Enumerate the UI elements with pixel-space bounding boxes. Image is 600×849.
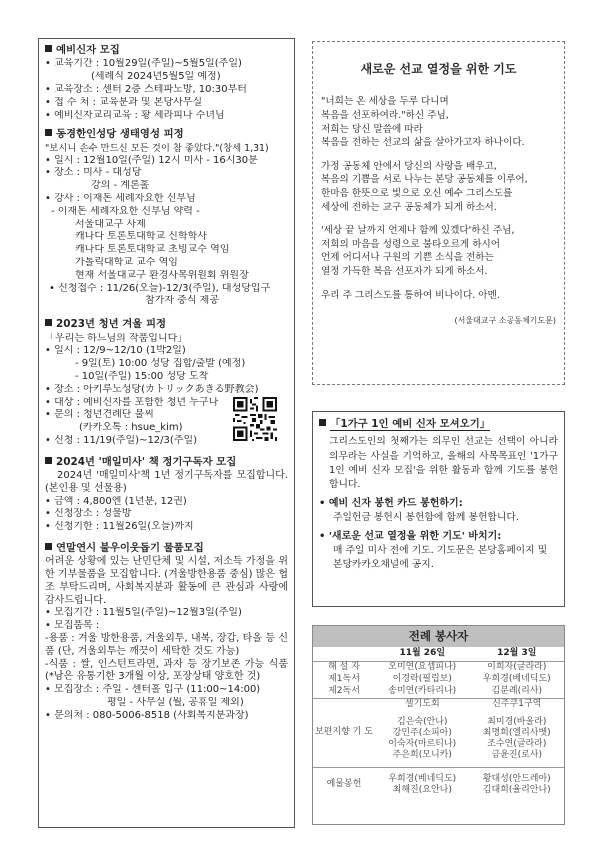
retreat-line: - 이재돈 세례자요한 신부님 약력 - (51, 205, 200, 217)
youth-title (45, 318, 288, 331)
name: 강민주(소피아) (392, 727, 452, 738)
name: 주은희(모니카) (392, 750, 452, 761)
missal-paragraph: 2024년 '매일미사'책 1년 정기구독자를 모집합니다. (본인용 및 선물용) (45, 470, 288, 494)
cell (375, 768, 470, 803)
retreat-title (45, 128, 288, 141)
prayer-line: 가정 공동체 안에서 당신의 사랑을 배우고, (321, 160, 497, 172)
missal-line: • 신청장소 : 성물방 (45, 508, 132, 520)
charity-section (45, 542, 288, 723)
row-label: 예물봉헌 (313, 768, 375, 803)
offering-label: 보편지향 기 도 (315, 727, 373, 738)
youth-section (45, 318, 288, 447)
charity-line: • 모집장소 : 주일 - 센터홀 입구 (11:00~14:00) (45, 684, 261, 696)
row-label: 제1독서 (328, 674, 360, 685)
catechumen-section (45, 44, 288, 122)
catechumen-title (45, 44, 288, 57)
family-bullet: • 예비 신자 봉헌 카드 봉헌하기: (319, 498, 463, 510)
retreat-line: • 일시 : 12월10일(주일) 12시 미사 - 16시30분 (45, 154, 258, 166)
prayer-line: 복음의 기쁨을 서로 나누는 본당 공동체를 이루어, (321, 174, 528, 186)
prayer-source: (서울대교구 소공동체기도문) (454, 316, 556, 326)
prayer-title: 새로운 선교 열정을 위한 기도 (360, 62, 517, 76)
family-paragraph: 그리스도인의 첫째가는 의무인 선교는 선택이 아니라 의무라는 사실을 기억하고, 올해의 사목목표인 '1가구 1인 예비 신자 모집'을 위한 활동과 함께 기도를 봉헌합니다. (329, 436, 558, 490)
square-bullet-icon (45, 543, 52, 550)
servers-table (313, 647, 564, 802)
missal-line: • 신청기한 : 11월26일(오늘)까지 (45, 521, 194, 533)
name: 황대성(안드레아) (482, 773, 551, 784)
name: 우희경(베네딕도) (388, 773, 457, 784)
name: 최명희(엘리사벳) (482, 727, 551, 738)
missal-line: • 금액 : 4,800엔 (1년분, 12권) (45, 495, 187, 507)
qr-code-icon[interactable] (233, 397, 277, 441)
servers-title: 전례 봉사자 (313, 626, 564, 647)
name: 이숙자(마르티나) (388, 739, 457, 749)
left-announcements (38, 38, 295, 828)
retreat-quote: "보시니 손수 만드신 모든 것이 참 좋았다."(창세 1,31) (45, 142, 269, 154)
family-box (312, 411, 565, 607)
youth-line: • 신청 : 11/19(주일)~12/3(주일) (45, 434, 198, 446)
cell: 송미연(카타리나) (388, 686, 457, 697)
youth-line: • 일시 : 12/9~12/10 (1박2일) (45, 345, 186, 357)
prayer-stanza (321, 224, 556, 278)
name: 김은숙(안나) (397, 716, 448, 727)
family-bullet: • '새로운 선교 열정을 위한 기도' 바치기: (319, 531, 502, 543)
square-bullet-icon (45, 129, 52, 136)
cell (470, 768, 565, 803)
charity-line: • 모집기간 : 11월5일(주일)~12월3일(주일) (45, 607, 242, 619)
square-bullet-icon (319, 419, 326, 426)
square-bullet-icon (45, 45, 52, 52)
name: 김대희(율리안나) (482, 785, 551, 795)
row-label: 제2독서 (328, 686, 360, 697)
square-bullet-icon (45, 319, 52, 326)
family-title-text: 「1가구 1인 예비 신자 모셔오기」 (330, 418, 491, 430)
table-row (313, 662, 564, 675)
charity-title-text: 연말연시 불우이웃돕기 물품모집 (56, 541, 204, 554)
catechumen-line: • 예비신자교리교육 : 황 세라피나 수녀님 (45, 109, 225, 121)
family-title (319, 418, 558, 431)
charity-title (45, 542, 288, 555)
cell (470, 711, 565, 768)
prayer-line: 복음을 전하는 선교의 삶을 살아가고자 하나이다. (321, 137, 525, 149)
retreat-title-text: 동경한인성당 생태영성 피정 (56, 128, 184, 141)
youth-quote: 「우리는 하느님의 작품입니다」 (45, 332, 188, 344)
name: 최미경(바울라) (487, 716, 547, 727)
prayer-line: 세상에 전하는 교구 공동체가 되게 하소서. (321, 201, 497, 213)
retreat-line: 강의 - 계론홀 (91, 180, 150, 192)
retreat-line: • 강사 : 이재돈 세례자요한 신부님 (45, 193, 196, 205)
catechumen-line: • 교육기간 : 10월29일(주일)~5월5일(주일) (45, 58, 242, 70)
retreat-section (45, 128, 288, 308)
family-bullet-text: 주일헌금 봉헌시 봉헌함에 함께 봉헌합니다. (333, 511, 519, 523)
missal-title (45, 456, 288, 469)
charity-paragraph: 어려운 상황에 있는 난민단체 및 시설, 저소득 가정을 위한 기부물품을 모집합니다. (겨울방한용품 중심) 많은 협조 부탁드리며, 사회복지분과 활동에 큰 관심과 사랑에 감사드립니다. (45, 556, 288, 606)
missal-section (45, 456, 288, 534)
prayer-line: "너희는 온 세상을 두루 다니며 (321, 96, 449, 108)
square-bullet-icon (45, 457, 52, 464)
prayer-stanza (321, 95, 556, 149)
prayer-line: 저희의 마음을 성령으로 불타오르게 하시어 (321, 238, 501, 250)
charity-line: 평일 - 사무실 (월, 공휴일 제외) (107, 697, 244, 709)
prayer-line: 저희는 당신 말씀에 따라 (321, 123, 423, 135)
retreat-line: 캐나다 토론토대학교 신학학사 (75, 231, 207, 243)
cell: 오미연(요셉피나) (388, 662, 457, 673)
cell: 이희자(글라라) (487, 662, 547, 673)
name: 최해진(요안나) (392, 785, 452, 795)
row-label: 해 설 자 (328, 662, 360, 673)
table-header-row (313, 647, 564, 662)
prayer-body (321, 95, 556, 302)
prayer-line: 열정 가득한 복음 선포자가 되게 하소서. (321, 266, 488, 278)
liturgy-servers-box (312, 625, 565, 825)
cell (375, 711, 470, 768)
youth-line: (카카오톡 : hsue_kim) (79, 422, 183, 434)
youth-line: - 10일(주일) 15:00 성당 도착 (75, 370, 209, 382)
retreat-line: • 장소 : 미사 - 대성당 (45, 167, 142, 179)
family-bullet-text: 매 주일 미사 전에 기도. 기도문은 본당홈페이지 및 본당카카오채널에 공지. (333, 544, 548, 571)
charity-paragraph: -용품 : 겨울 방한용품, 겨울외투, 내복, 장갑, 타올 등 신품 (단, 겨울외투는 깨끗이 세탁한 것도 가능) (45, 633, 288, 657)
header-date-2: 12월 3일 (470, 647, 565, 662)
cell: 우희경(베네딕도) (482, 674, 551, 685)
retreat-line: 현재 서울대교구 환경사목위원회 위원장 (75, 269, 249, 281)
table-row (313, 768, 564, 803)
empty-header-cell (313, 647, 375, 662)
table-row (313, 674, 564, 686)
retreat-line: • 신청접수 : 11/26(오늘)-12/3(주일), 대성당입구 (49, 282, 271, 294)
youth-line: - 9일(토) 10:00 성당 집합/출발 (예정) (75, 358, 246, 370)
retreat-line: 가톨릭대학교 교수 역임 (75, 257, 178, 269)
charity-line: • 모집품목 : (45, 620, 100, 632)
prayer-line: 한마음 한뜻으로 빛으로 오신 예수 그리스도를 (321, 188, 513, 200)
prayer-line: 복음을 선포하여라."하신 주님, (321, 109, 449, 121)
charity-line: • 문의처 : 080-5006-8518 (사회복지분과장) (45, 709, 249, 721)
youth-line: • 장소 : 아키루노성당(カトリックあきる野教会) (45, 383, 259, 395)
youth-line: • 대상 : 예비신자를 포함한 청년 누구나 (45, 396, 219, 408)
catechumen-line: • 접 수 처 : 교육분과 및 본당사무실 (45, 96, 203, 108)
name: 금윤진(로사) (491, 750, 542, 761)
prayer-closing: 우리 주 그리스도를 통하여 비나이다. 아멘. (321, 289, 500, 301)
prayer-box (312, 41, 565, 385)
retreat-line: 참가자 중식 제공 (145, 295, 219, 307)
catechumen-line: (세례식 2024년5월5일 예정) (91, 71, 221, 83)
missal-title-text: 2024년 '매일미사' 책 정기구독자 모집 (56, 455, 237, 468)
prayer-line: '세상 끝 날까지 언제나 함께 있겠다'하신 주님, (321, 225, 515, 237)
name: 조수연(글라라) (487, 739, 547, 749)
row-label (313, 699, 375, 768)
youth-line: • 문의 : 청년견례단 불씨 (45, 409, 154, 421)
group-cell: 신주쿠1구역 (470, 699, 565, 712)
cell: 이경락(필립보) (392, 674, 452, 685)
table-row (313, 686, 564, 699)
retreat-line: 서울대교구 사제 (75, 218, 146, 230)
catechumen-line: • 교육장소 : 센터 2층 스테파노방, 10:30부터 (45, 83, 247, 95)
prayer-stanza (321, 160, 556, 214)
table-row (313, 699, 564, 712)
cell: 김분례(리사) (491, 686, 542, 697)
charity-paragraph: -식품 : 쌀, 인스턴트라면, 과자 등 장기보존 가능 식품 (*남은 유통기한 3개월 이상, 포장상태 양호한 것) (45, 658, 288, 683)
prayer-line: 언제 어디서나 구원의 기쁜 소식을 전하는 (321, 252, 494, 264)
catechumen-title-text: 예비신자 모집 (56, 44, 120, 56)
header-date-1: 11월 26일 (375, 647, 470, 662)
youth-title-text: 2023년 청년 겨울 피정 (56, 318, 167, 331)
group-cell: 셀기도회 (375, 699, 470, 712)
retreat-line: 캐나다 토론토대학교 초빙교수 역임 (75, 244, 230, 256)
